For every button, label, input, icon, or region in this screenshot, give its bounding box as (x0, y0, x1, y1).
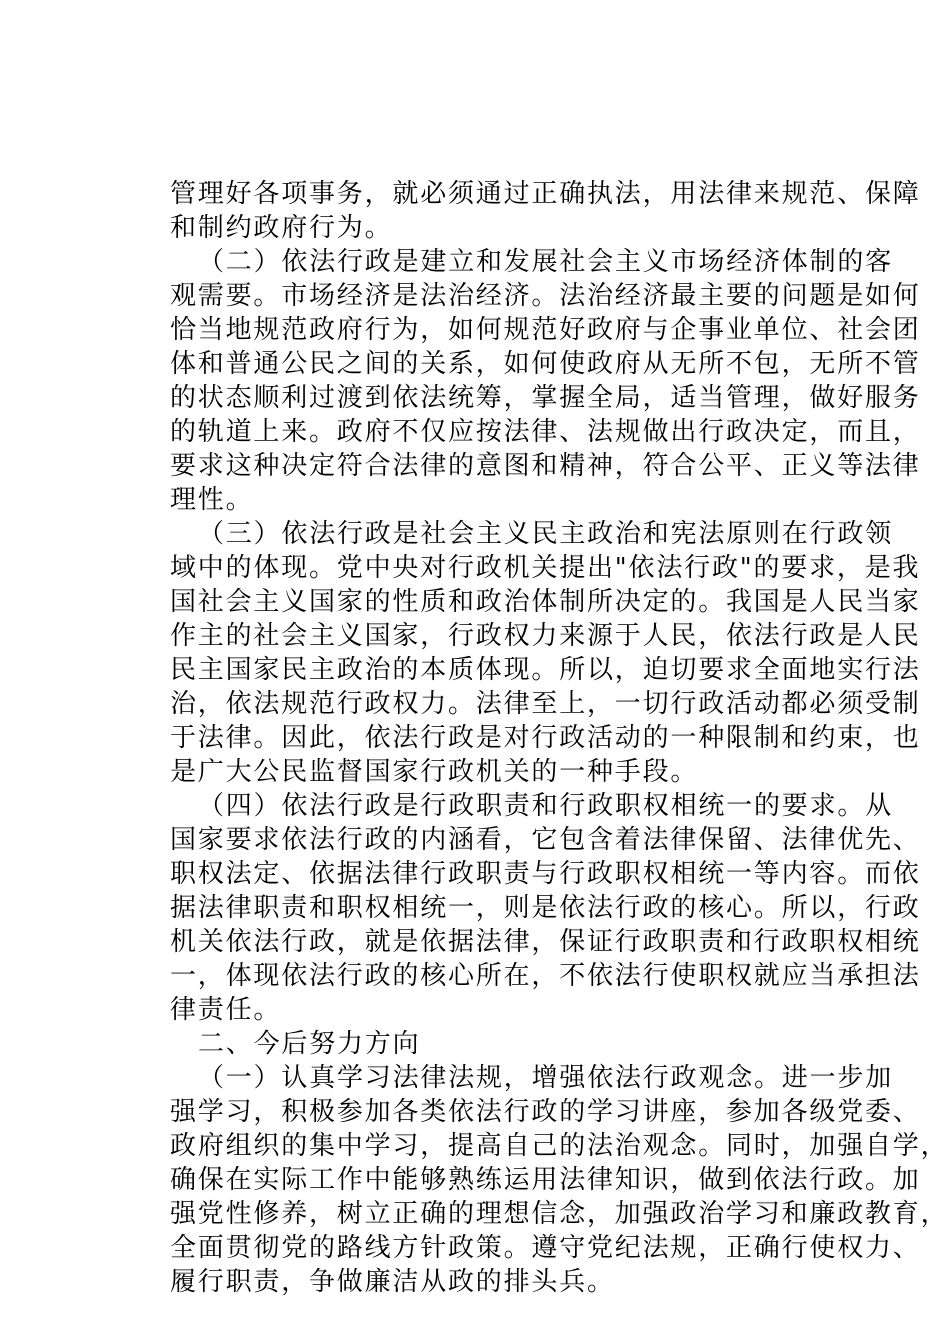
paragraph-heading-4: （四）依法行政是行政职责和行政职权相统一的要求。从 (198, 791, 894, 821)
paragraph-heading-2: （二）依法行政是建立和发展社会主义市场经济体制的客 (198, 247, 894, 277)
text-line: 体和普通公民之间的关系，如何使政府从无所不包，无所不管 (170, 349, 921, 379)
section-heading: 二、今后努力方向 (198, 1029, 421, 1059)
text-line: 履行职责，争做廉洁从政的排头兵。 (170, 1267, 615, 1297)
text-line: 民主国家民主政治的本质体现。所以，迫切要求全面地实行法 (170, 655, 921, 685)
text-line: 强学习，积极参加各类依法行政的学习讲座，参加各级党委、 (170, 1097, 921, 1127)
text-line: 恰当地规范政府行为，如何规范好政府与企事业单位、社会团 (170, 315, 921, 345)
text-line: 治，依法规范行政权力。法律至上，一切行政活动都必须受制 (170, 689, 921, 719)
text-line: 确保在实际工作中能够熟练运用法律知识，做到依法行政。加 (170, 1165, 921, 1195)
text-line: 是广大公民监督国家行政机关的一种手段。 (170, 757, 699, 787)
text-line: 域中的体现。党中央对行政机关提出"依法行政"的要求，是我 (170, 553, 921, 583)
text-line: 强党性修养，树立正确的理想信念，加强政治学习和廉政教育， (170, 1199, 949, 1229)
text-line: 于法律。因此，依法行政是对行政活动的一种限制和约束，也 (170, 723, 921, 753)
text-line: 管理好各项事务，就必须通过正确执法，用法律来规范、保障 (170, 179, 921, 209)
text-line: 作主的社会主义国家，行政权力来源于人民，依法行政是人民 (170, 621, 921, 651)
text-line: 的轨道上来。政府不仅应按法律、法规做出行政决定，而且， (170, 417, 921, 447)
paragraph-heading-3: （三）依法行政是社会主义民主政治和宪法原则在行政领 (198, 519, 894, 549)
text-line: 观需要。市场经济是法治经济。法治经济最主要的问题是如何 (170, 281, 921, 311)
text-line: 和制约政府行为。 (170, 213, 393, 243)
text-line: 一，体现依法行政的核心所在，不依法行使职权就应当承担法 (170, 961, 921, 991)
text-line: 政府组织的集中学习，提高自己的法治观念。同时，加强自学， (170, 1131, 949, 1161)
text-line: 律责任。 (170, 995, 282, 1025)
text-line: 国社会主义国家的性质和政治体制所决定的。我国是人民当家 (170, 587, 921, 617)
paragraph-heading-1: （一）认真学习法律法规，增强依法行政观念。进一步加 (198, 1063, 894, 1093)
text-line: 据法律职责和职权相统一，则是依法行政的核心。所以，行政 (170, 893, 921, 923)
text-line: 理性。 (170, 485, 254, 515)
text-line: 机关依法行政，就是依据法律，保证行政职责和行政职权相统 (170, 927, 921, 957)
text-line: 国家要求依法行政的内涵看，它包含着法律保留、法律优先、 (170, 825, 921, 855)
text-line: 职权法定、依据法律行政职责与行政职权相统一等内容。而依 (170, 859, 921, 889)
text-line: 全面贯彻党的路线方针政策。遵守党纪法规，正确行使权力、 (170, 1233, 921, 1263)
text-line: 的状态顺利过渡到依法统筹，掌握全局，适当管理，做好服务 (170, 383, 921, 413)
text-line: 要求这种决定符合法律的意图和精神，符合公平、正义等法律 (170, 451, 921, 481)
